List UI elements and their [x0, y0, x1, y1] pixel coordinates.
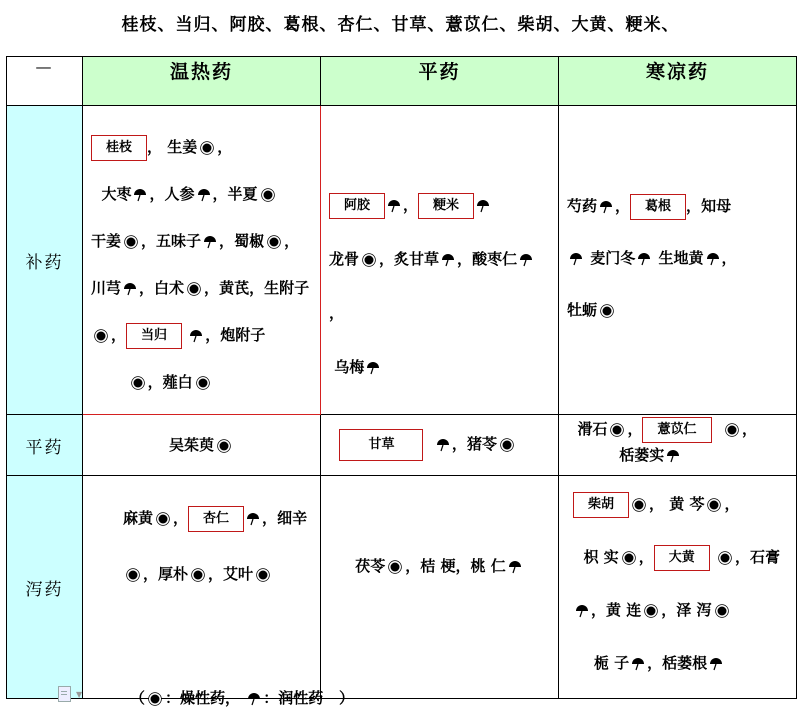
- herb: 茯苓: [355, 557, 386, 575]
- herb-box: 当归: [126, 323, 182, 349]
- legend-open: （: [130, 689, 146, 707]
- herb: 猪苓: [466, 435, 497, 453]
- umbrella-icon: [441, 253, 455, 267]
- herb: 艾叶: [223, 565, 254, 583]
- sun-icon: [727, 426, 736, 435]
- umbrella-icon: [706, 252, 720, 266]
- herb: 黄芪: [219, 279, 250, 297]
- sun-icon: [97, 332, 106, 341]
- umbrella-icon: [197, 188, 211, 202]
- cell-purge-warm: 麻黄 ， 杏仁 ，细辛 ，厚朴 ，艾叶: [83, 476, 321, 699]
- herb: 黄 连: [606, 601, 642, 619]
- cell-tonic-cool: 芍药 ， 葛根 ，知母 麦门冬 生地黄 ， 牡蛎: [559, 106, 797, 415]
- chevron-down-icon[interactable]: ▼: [76, 690, 83, 699]
- tonic-row: [7, 106, 797, 415]
- legend-moist: ：润性药: [263, 689, 324, 707]
- herb: 黄 芩: [669, 495, 705, 513]
- sun-icon: [203, 144, 212, 153]
- umbrella-icon: [508, 560, 522, 574]
- sun-icon: [151, 695, 160, 704]
- sun-icon: [270, 238, 279, 247]
- sun-icon: [717, 607, 726, 616]
- herb: 桃 仁: [470, 557, 506, 575]
- umbrella-icon: [631, 657, 645, 671]
- umbrella-icon: [575, 604, 589, 618]
- herb: 生姜: [167, 138, 198, 156]
- umbrella-icon: [203, 235, 217, 249]
- umbrella-icon: [666, 449, 680, 463]
- sun-icon: [129, 571, 138, 580]
- herb: 五味子: [156, 232, 202, 250]
- herb: 生地黄: [658, 249, 704, 267]
- herb: 牡蛎: [567, 301, 598, 319]
- herb: 吴茱萸: [168, 436, 214, 454]
- umbrella-icon: [247, 692, 261, 706]
- herb: 细辛: [277, 509, 308, 527]
- row-label-neutral: 平药: [7, 415, 83, 476]
- cell-neutral-neutral: 甘草 ，猪苓: [321, 415, 559, 476]
- herb: 半夏: [227, 185, 258, 203]
- sun-icon: [220, 442, 229, 451]
- sun-icon: [624, 554, 633, 563]
- legend-close: ）: [338, 689, 354, 707]
- cell-tonic-warm: 桂枝 ， 生姜 ， 大枣 ，人参 ，半夏 干姜 ，五味子 ，蜀椒 ， 川芎 ，白术 ，黄芪，生附子 ， 当归 ，炮附子 ，薤白: [83, 106, 321, 415]
- herb: 麦门冬: [590, 249, 636, 267]
- legend: [130, 687, 354, 708]
- header-row: [7, 57, 797, 106]
- herb: 干姜: [91, 232, 122, 250]
- sun-icon: [720, 554, 729, 563]
- header-neutral: 平药: [321, 57, 559, 106]
- herb-box: 大黄: [654, 545, 710, 571]
- herb: 桔 梗: [420, 557, 456, 575]
- herb: 大枣: [101, 185, 132, 203]
- herb: 芍药: [567, 197, 598, 215]
- herb-box: 葛根: [630, 194, 686, 220]
- sun-icon: [647, 607, 656, 616]
- sun-icon: [635, 501, 644, 510]
- purge-row: [7, 476, 797, 699]
- header-warm: 温热药: [83, 57, 321, 106]
- umbrella-icon: [709, 657, 723, 671]
- herb: 薤白: [162, 373, 193, 391]
- herb-box: 杏仁: [188, 506, 244, 532]
- sun-icon: [263, 191, 272, 200]
- umbrella-icon: [436, 438, 450, 452]
- herb-box: 阿胶: [329, 193, 385, 219]
- herb: 栝蒌实: [619, 446, 665, 464]
- herb: 炮附子: [220, 326, 266, 344]
- neutral-row: [7, 415, 797, 476]
- herb: 泽 泻: [676, 601, 712, 619]
- sun-icon: [710, 501, 719, 510]
- sun-icon: [259, 571, 268, 580]
- herb-box: 柴胡: [573, 492, 629, 518]
- herb: 栝蒌根: [662, 654, 708, 672]
- herb-classification-table: [6, 56, 797, 699]
- herb-box: 薏苡仁: [642, 417, 711, 443]
- herb: 生附子: [264, 279, 310, 297]
- sun-icon: [391, 563, 400, 572]
- herb: 川芎: [91, 279, 122, 297]
- paste-options-icon[interactable]: [58, 686, 71, 702]
- herb: 栀 子: [593, 654, 630, 672]
- sun-icon: [190, 285, 199, 294]
- herb-box: 粳米: [418, 193, 474, 219]
- umbrella-icon: [123, 282, 137, 296]
- herb: 知母: [701, 197, 732, 215]
- herb: 酸枣仁: [472, 250, 518, 268]
- row-label-purge: 泻药: [7, 476, 83, 699]
- herb: 乌梅: [334, 358, 365, 376]
- sun-icon: [133, 379, 142, 388]
- umbrella-icon: [637, 252, 651, 266]
- herb: 蜀椒: [234, 232, 265, 250]
- header-corner: —: [7, 57, 83, 106]
- sun-icon: [502, 441, 511, 450]
- sun-icon: [198, 379, 207, 388]
- cell-purge-neutral: 茯苓 ，桔 梗，桃 仁: [321, 476, 559, 699]
- sun-icon: [194, 571, 203, 580]
- row-label-tonic: 补药: [7, 106, 83, 415]
- cell-neutral-cool: 滑石 ， 薏苡仁 ， 栝蒌实: [559, 415, 797, 476]
- umbrella-icon: [387, 199, 401, 213]
- sun-icon: [127, 238, 136, 247]
- umbrella-icon: [599, 200, 613, 214]
- herb-list-title: 桂枝、当归、阿胶、葛根、杏仁、甘草、薏苡仁、柴胡、大黄、粳米、: [121, 15, 680, 35]
- cell-tonic-neutral: 阿胶 ， 粳米 龙骨 ，炙甘草 ，酸枣仁， 乌梅: [321, 106, 559, 415]
- cell-purge-cool: 柴胡 ， 黄 芩 ， 枳 实 ， 大黄 ，石膏 ，黄 连 ，泽 泻 栀 子 ，栝蒌根: [559, 476, 797, 699]
- herb: 厚朴: [158, 565, 189, 583]
- herb-box: 甘草: [339, 429, 423, 461]
- umbrella-icon: [519, 253, 533, 267]
- herb: 石膏: [749, 548, 780, 566]
- umbrella-icon: [569, 252, 583, 266]
- umbrella-icon: [366, 361, 380, 375]
- herb: 白术: [154, 279, 185, 297]
- umbrella-icon: [189, 329, 203, 343]
- cell-neutral-warm: [83, 415, 321, 476]
- legend-dry: ：燥性药，: [165, 689, 241, 707]
- herb: 人参: [164, 185, 195, 203]
- herb-box: 桂枝: [91, 135, 147, 161]
- sun-icon: [159, 515, 168, 524]
- herb: 龙骨: [329, 250, 360, 268]
- sun-icon: [365, 256, 374, 265]
- herb: 炙甘草: [394, 250, 440, 268]
- header-cool: 寒凉药: [559, 57, 797, 106]
- herb: 滑石: [577, 420, 608, 438]
- herb: 麻黄: [123, 509, 154, 527]
- herb: 枳 实: [583, 548, 619, 566]
- umbrella-icon: [476, 199, 490, 213]
- umbrella-icon: [133, 188, 147, 202]
- sun-icon: [603, 307, 612, 316]
- sun-icon: [613, 426, 622, 435]
- umbrella-icon: [246, 512, 260, 526]
